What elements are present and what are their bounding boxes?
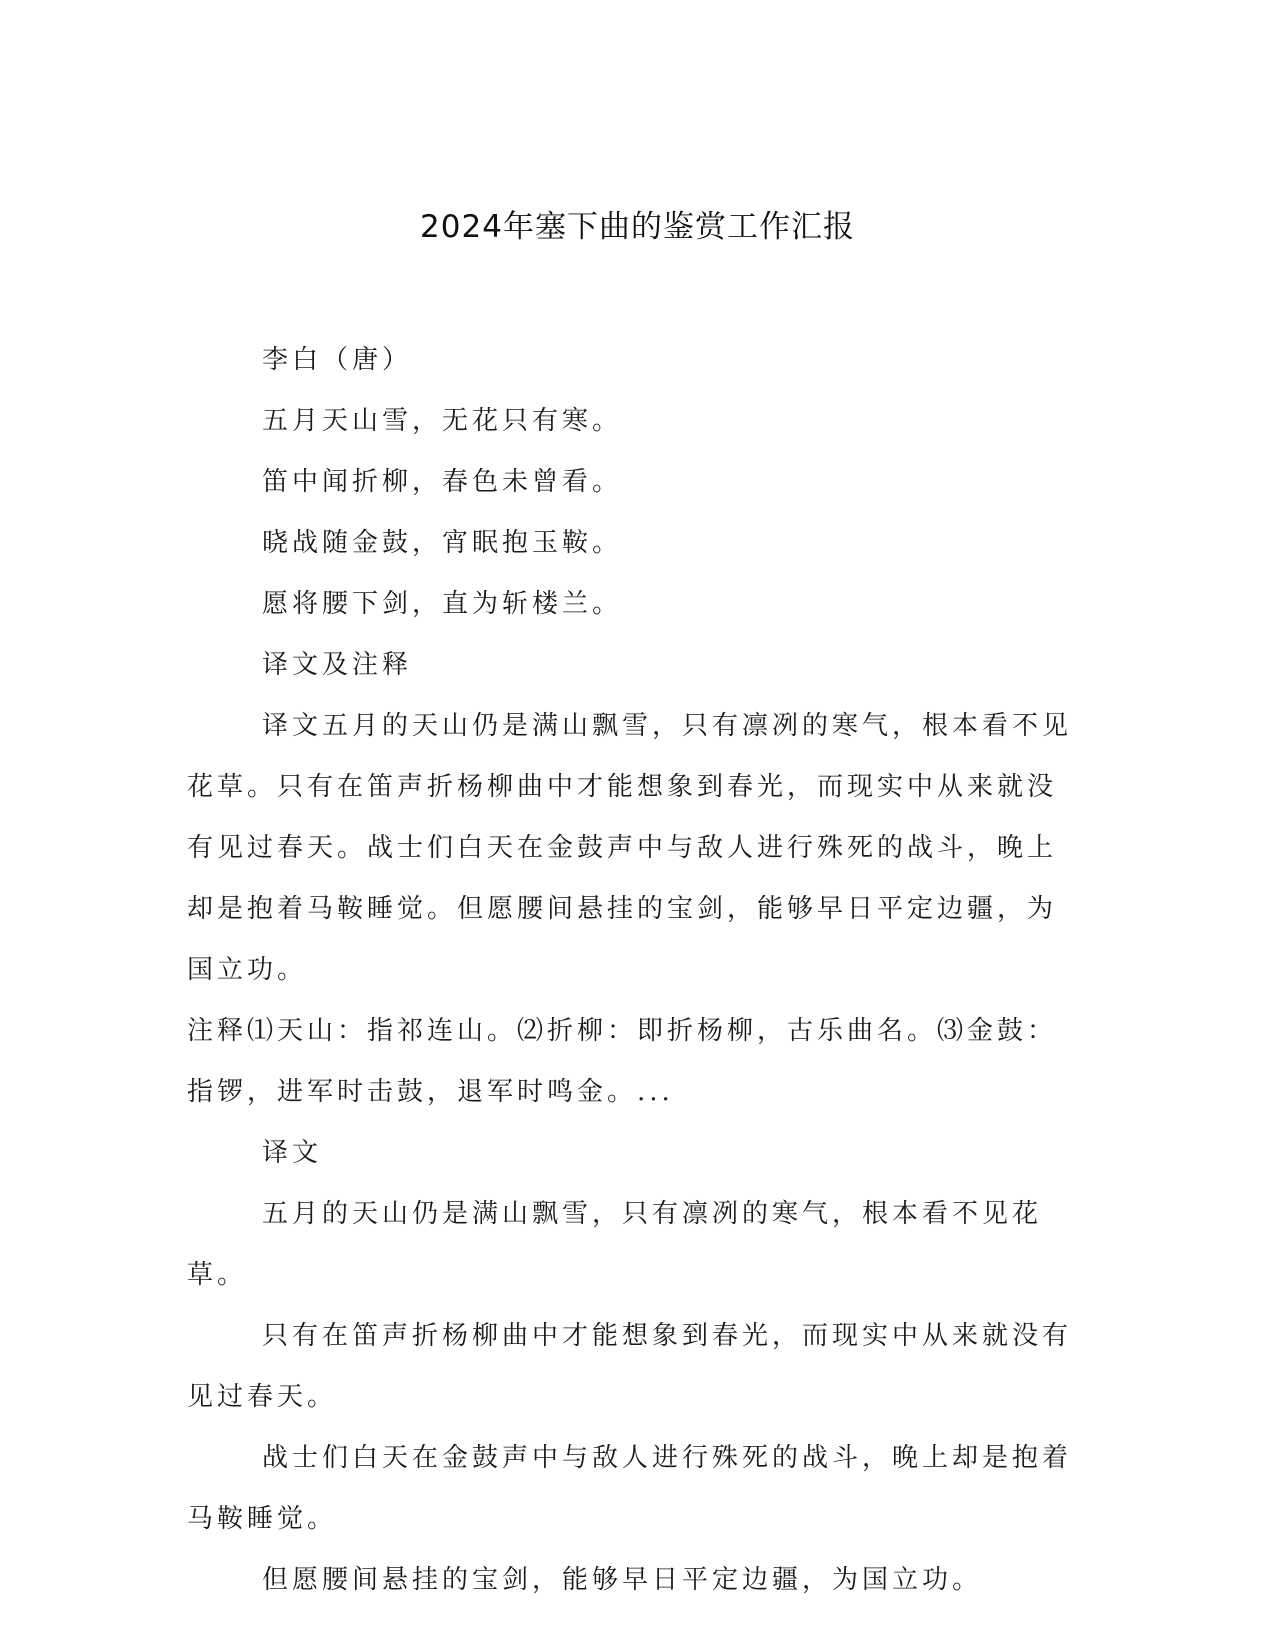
paragraph-author: 李白（唐） [262,345,413,375]
document-body [187,330,1077,1611]
translation-line-2: 只有在笛声折杨柳曲中才能想象到春光，而现实中从来就没有见过春天。 [187,1321,1073,1412]
translation-line-4: 但愿腰间悬挂的宝剑，能够早日平定边疆，为国立功。 [262,1565,983,1595]
poem-line-3: 晓战随金鼓，宵眠抱玉鞍。 [262,528,623,558]
section-heading-translation: 译文 [262,1138,323,1168]
paragraph-notes: 注释⑴天山：指祁连山。⑵折柳：即折杨柳，古乐曲名。⑶金鼓：指锣，进军时击鼓，退军时鸣金。... [187,1016,1058,1107]
poem-line-4: 愿将腰下剑，直为斩楼兰。 [262,589,623,619]
document-title: 2024年塞下曲的鉴赏工作汇报 [420,209,855,245]
translation-line-3: 战士们白天在金鼓声中与敌人进行殊死的战斗，晚上却是抱着马鞍睡觉。 [187,1443,1073,1534]
paragraph-translation-full: 译文五月的天山仍是满山飘雪，只有凛冽的寒气，根本看不见花草。只有在笛声折杨柳曲中才能想象到春光，而现实中从来就没有见过春天。战士们白天在金鼓声中与敌人进行殊死的战斗，晚上却是抱着马鞍睡觉。但愿腰间悬挂的宝剑，能够早日平定边疆，为国立功。 [187,711,1073,985]
poem-line-2: 笛中闻折柳，春色未曾看。 [262,467,623,497]
poem-line-1: 五月天山雪，无花只有寒。 [262,406,623,436]
section-heading-translation-notes: 译文及注释 [262,650,413,680]
translation-line-1: 五月的天山仍是满山飘雪，只有凛冽的寒气，根本看不见花草。 [187,1199,1043,1290]
